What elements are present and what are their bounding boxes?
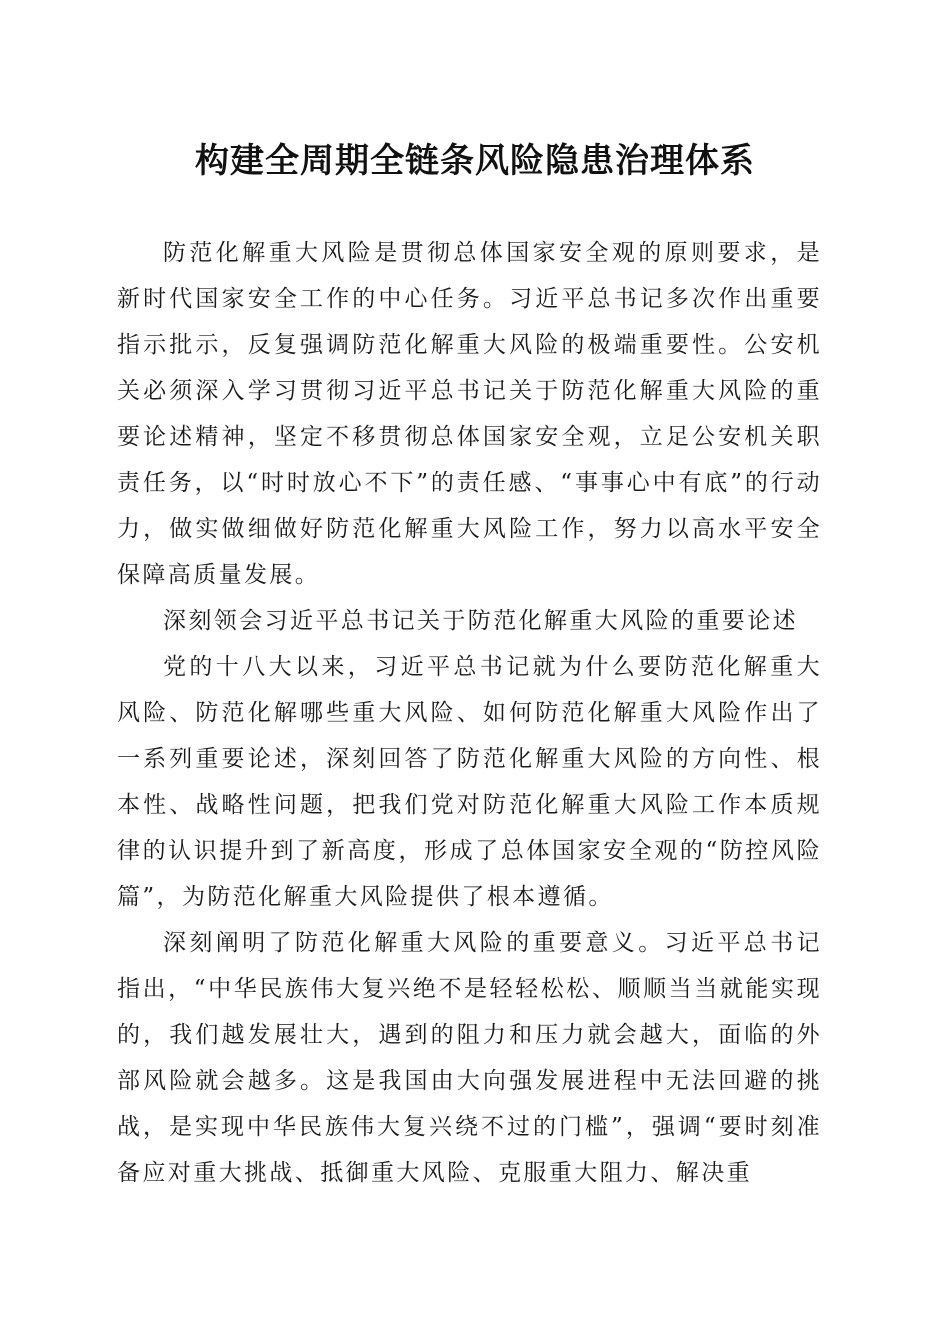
paragraph: 防范化解重大风险是贯彻总体国家安全观的原则要求，是新时代国家安全工作的中心任务。习近平总书记多次作出重要指示批示，反复强调防范化解重大风险的极端重要性。公安机关必须深入学习贯彻习近平总书记关于防范化解重大风险的重要论述精神，坚定不移贯彻总体国家安全观，立足公安机关职责任务，以“时时放心不下”的责任感、“事事心中有底”的行动力，做实做细做好防范化解重大风险工作，努力以高水平安全保障高质量发展。 (117, 240, 822, 588)
paragraph: 党的十八大以来，习近平总书记就为什么要防范化解重大风险、防范化解哪些重大风险、如何防范化解重大风险作出了一系列重要论述，深刻回答了防范化解重大风险的方向性、根本性、战略性问题，把我们党对防范化解重大风险工作本质规律的认识提升到了新高度，形成了总体国家安全观的“防控风险篇”，为防范化解重大风险提供了根本遵循。 (117, 654, 822, 910)
document-title: 构建全周期全链条风险隐患治理体系 (195, 141, 755, 181)
paragraph: 深刻阐明了防范化解重大风险的重要意义。习近平总书记指出，“中华民族伟大复兴绝不是轻轻松松、顺顺当当就能实现的，我们越发展壮大，遇到的阻力和压力就会越大，面临的外部风险就会越多。这是我国由大向强发展进程中无法回避的挑战，是实现中华民族伟大复兴绕不过的门槛”，强调“要时刻准备应对重大挑战、抵御重大风险、克服重大阻力、解决重 (117, 930, 822, 1186)
document-body (117, 230, 822, 1196)
section-heading: 深刻领会习近平总书记关于防范化解重大风险的重要论述 (163, 608, 798, 634)
